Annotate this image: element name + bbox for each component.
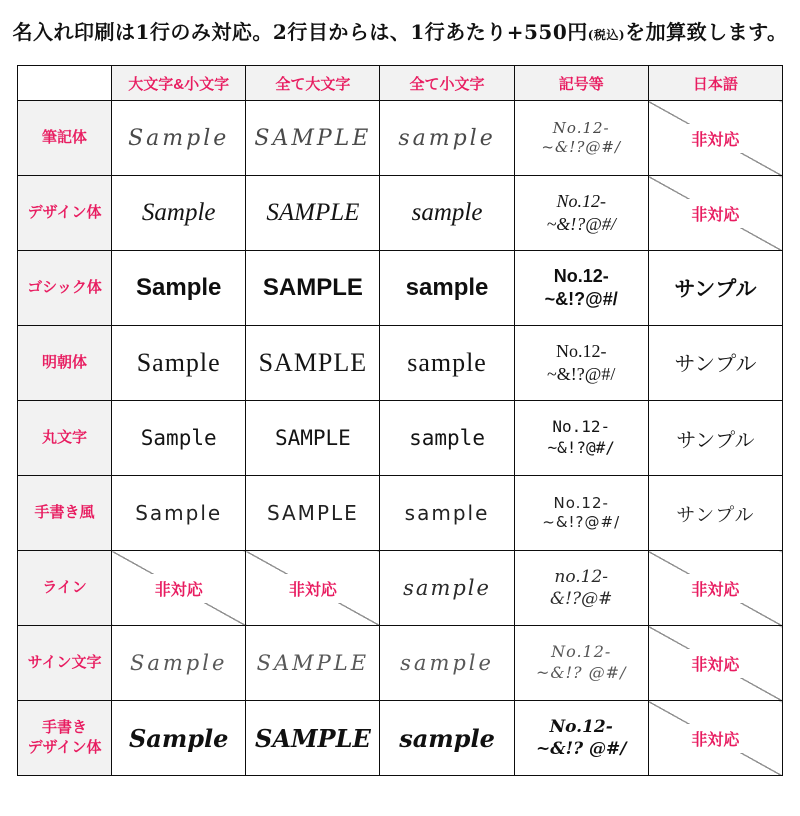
row-label-design: デザイン体 — [18, 176, 112, 251]
symbols-line2: ~&!?@#/ — [547, 364, 616, 384]
sample-text: SAMPLE — [258, 348, 368, 377]
row-label-line1: 手書き — [42, 718, 88, 736]
sample-text: sample — [404, 501, 490, 525]
cell-signature-japanese-na — [648, 626, 782, 701]
cell-signature-lower — [380, 626, 514, 701]
row-label-gothic: ゴシック体 — [18, 251, 112, 326]
sample-text: SAMPLE — [255, 723, 371, 753]
cell-round-symbols — [514, 401, 648, 476]
symbols-line1: no.12- — [554, 566, 609, 587]
cell-line-upper-na — [246, 551, 380, 626]
pricing-notice — [0, 16, 800, 45]
cell-brush-design-symbols — [514, 701, 648, 776]
table-row-design — [18, 176, 783, 251]
cell-script-japanese-na — [648, 101, 782, 176]
header-row — [18, 66, 783, 101]
cell-mincho-lower — [380, 326, 514, 401]
sample-text: SAMPLE — [266, 501, 359, 525]
table-row-gothic — [18, 251, 783, 326]
symbols-line1: No.12- — [549, 716, 613, 737]
symbols-line2: &!?@# — [550, 589, 613, 609]
sample-text: sample — [403, 576, 491, 600]
japanese-sample-text: サンプル — [674, 352, 757, 376]
not-supported-label: 非対応 — [145, 574, 213, 603]
sample-text: sample — [400, 651, 494, 675]
japanese-sample-text: サンプル — [674, 278, 757, 301]
sample-text: SAMPLE — [256, 651, 370, 675]
cell-signature-upper — [246, 626, 380, 701]
table-row-signature — [18, 626, 783, 701]
table-row-round — [18, 401, 783, 476]
table-row-mincho — [18, 326, 783, 401]
col-header-uppercase: 全て大文字 — [246, 66, 380, 101]
cell-handwriting-upper — [246, 476, 380, 551]
cell-brush-design-japanese-na — [648, 701, 782, 776]
not-supported-label: 非対応 — [681, 124, 749, 153]
cell-design-symbols — [514, 176, 648, 251]
cell-script-symbols — [514, 101, 648, 176]
japanese-sample-text: サンプル — [676, 427, 755, 452]
cell-line-mixed-na — [112, 551, 246, 626]
not-supported-label: 非対応 — [279, 574, 347, 603]
symbols-line1: No.12- — [555, 340, 607, 361]
cell-mincho-japanese — [648, 326, 782, 401]
symbols-line1: No.12- — [553, 265, 609, 286]
cell-script-mixed — [112, 101, 246, 176]
sample-text: Sample — [128, 125, 230, 151]
sample-text: SAMPLE — [262, 274, 363, 301]
row-label-round: 丸文字 — [18, 401, 112, 476]
cell-line-japanese-na — [648, 551, 782, 626]
sample-text: sample — [411, 199, 483, 226]
table-row-brush-design — [18, 701, 783, 776]
cell-mincho-upper — [246, 326, 380, 401]
sample-text: sample — [399, 723, 495, 753]
cell-design-mixed — [112, 176, 246, 251]
symbols-line2: ~&!?@#/ — [544, 289, 618, 309]
not-supported-label: 非対応 — [681, 199, 749, 228]
sample-text: sample — [398, 125, 496, 151]
table-row-handwriting — [18, 476, 783, 551]
sample-text: sample — [407, 348, 487, 377]
symbols-line2: ~&!? @#/ — [536, 739, 627, 759]
cell-mincho-symbols — [514, 326, 648, 401]
not-supported-label: 非対応 — [681, 574, 749, 603]
cell-gothic-lower — [380, 251, 514, 326]
sample-text: sample — [405, 274, 489, 301]
cell-round-japanese — [648, 401, 782, 476]
row-label-line: ライン — [18, 551, 112, 626]
table-row-script — [18, 101, 783, 176]
symbols-line2: ~&!?@#/ — [541, 138, 622, 156]
col-header-mixed-case: 大文字&小文字 — [112, 66, 246, 101]
row-label-brush-design — [18, 701, 112, 776]
cell-signature-symbols — [514, 626, 648, 701]
cell-design-upper — [246, 176, 380, 251]
symbols-line2: ~&!? @#/ — [535, 663, 627, 682]
sample-text: sample — [409, 426, 485, 450]
sample-text: Sample — [140, 426, 217, 450]
cell-round-upper — [246, 401, 380, 476]
cell-brush-design-lower — [380, 701, 514, 776]
sample-text: Sample — [129, 651, 228, 675]
sample-text: Sample — [128, 723, 229, 753]
sample-text: Sample — [136, 348, 221, 377]
cell-gothic-symbols — [514, 251, 648, 326]
col-header-japanese: 日本語 — [648, 66, 782, 101]
cell-handwriting-lower — [380, 476, 514, 551]
cell-gothic-mixed — [112, 251, 246, 326]
row-label-signature: サイン文字 — [18, 626, 112, 701]
col-header-symbols: 記号等 — [514, 66, 648, 101]
sample-text: Sample — [136, 274, 222, 301]
symbols-line2: ~&!?@#/ — [542, 513, 621, 531]
cell-round-lower — [380, 401, 514, 476]
cell-script-lower — [380, 101, 514, 176]
pricing-notice-suffix: を加算致します。 — [625, 20, 788, 44]
symbols-line1: No.12- — [551, 642, 612, 662]
symbols-line1: No.12- — [552, 118, 610, 137]
cell-handwriting-japanese — [648, 476, 782, 551]
symbols-line1: No.12- — [556, 190, 606, 211]
row-label-handwriting: 手書き風 — [18, 476, 112, 551]
not-supported-label: 非対応 — [681, 649, 749, 678]
symbols-line2: ~&!?@#/ — [547, 438, 615, 457]
cell-handwriting-symbols — [514, 476, 648, 551]
sample-text: Sample — [135, 501, 223, 525]
row-label-line2: デザイン体 — [27, 739, 102, 756]
font-sample-table — [17, 65, 783, 776]
sample-text: SAMPLE — [274, 426, 351, 450]
row-label-mincho: 明朝体 — [18, 326, 112, 401]
sample-text: Sample — [141, 199, 216, 226]
cell-mincho-mixed — [112, 326, 246, 401]
cell-gothic-japanese — [648, 251, 782, 326]
cell-design-lower — [380, 176, 514, 251]
cell-brush-design-mixed — [112, 701, 246, 776]
japanese-sample-text: サンプル — [676, 503, 755, 526]
col-header-lowercase: 全て小文字 — [380, 66, 514, 101]
pricing-notice-text: 名入れ印刷は1行のみ対応。2行目からは、1行あたり+550円 — [12, 20, 588, 44]
cell-gothic-upper — [246, 251, 380, 326]
cell-round-mixed — [112, 401, 246, 476]
table-row-line — [18, 551, 783, 626]
symbols-line1: No.12- — [552, 417, 611, 437]
cell-line-symbols — [514, 551, 648, 626]
not-supported-label: 非対応 — [681, 724, 749, 753]
cell-brush-design-upper — [246, 701, 380, 776]
cell-line-lower — [380, 551, 514, 626]
symbols-line1: No.12- — [553, 493, 609, 512]
tax-included-note: (税込) — [587, 28, 626, 42]
symbols-line2: ~&!?@#/ — [546, 214, 616, 234]
cell-signature-mixed — [112, 626, 246, 701]
cell-handwriting-mixed — [112, 476, 246, 551]
cell-script-upper — [246, 101, 380, 176]
col-header-blank — [18, 66, 112, 101]
row-label-script: 筆記体 — [18, 101, 112, 176]
sample-text: SAMPLE — [266, 199, 360, 226]
sample-text: SAMPLE — [254, 125, 372, 151]
cell-design-japanese-na — [648, 176, 782, 251]
